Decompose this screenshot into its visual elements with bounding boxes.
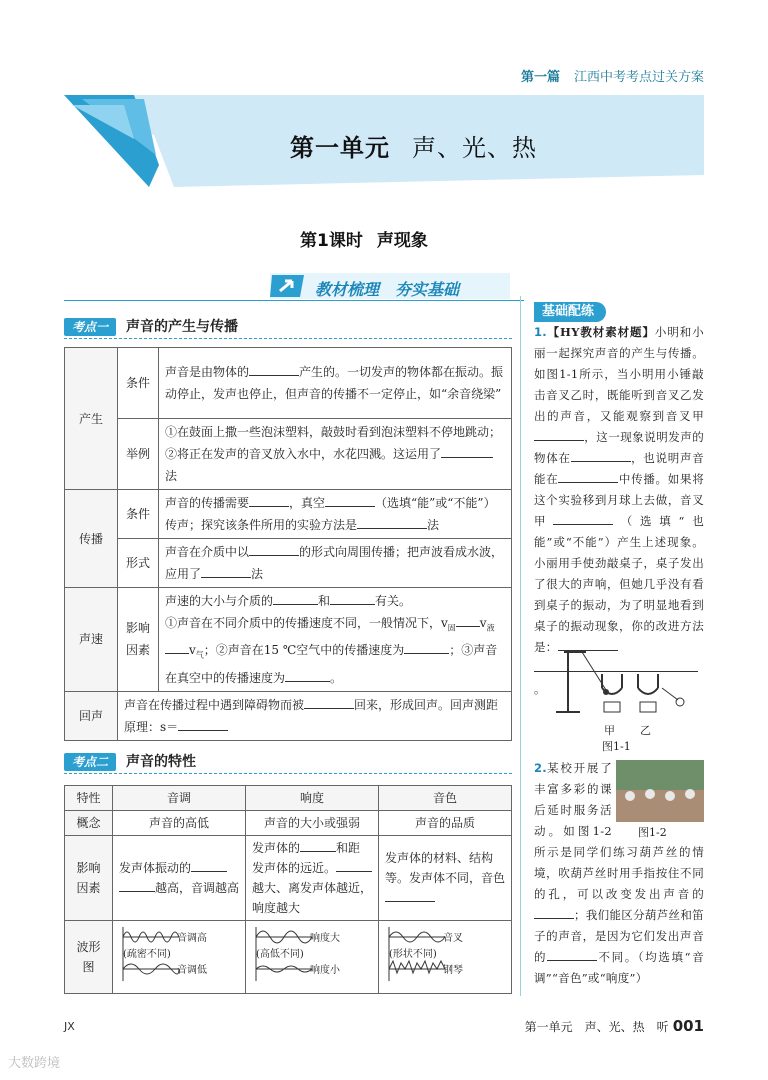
wave-label: 响度小 [310,965,340,976]
text: 法 [427,518,440,532]
figure-caption: 图1-2 [638,826,667,839]
table-row [65,811,512,836]
sub-label: 条件 [118,348,159,419]
section-label-1: 教材梳理 [315,280,380,299]
kd2-heading [64,751,196,771]
answer-blank[interactable] [325,493,375,507]
kd1-heading [64,316,238,336]
unit-title [290,128,537,163]
answer-blank[interactable] [285,668,330,682]
text: 声音的传播需要 [165,496,250,510]
text: 法 [251,567,264,581]
text: 声音是由物体的 [165,365,250,379]
cell-text [159,490,512,539]
kd2-underline [64,773,512,774]
kd2-tag: 考点二 [64,753,116,771]
cell-text [159,419,512,490]
cell-text [159,539,512,588]
float-spacer [612,758,704,842]
answer-blank[interactable] [304,695,354,709]
subscript: 气 [195,650,204,660]
unit-title-text: 第一单元 [290,134,390,162]
answer-blank[interactable] [571,448,631,462]
footer-left: JX [64,1020,75,1033]
answer-blank[interactable] [553,511,613,525]
lesson-title-text: 声现象 [376,231,428,251]
kd1-table [64,347,512,741]
cell-text [159,348,512,419]
text: 中传播。如果将这个实验移到月球上去做，音叉甲 [534,472,704,528]
wave-label: 音调高 [177,933,207,944]
table-row [65,490,512,539]
text: （选填“能”或“不能”）传声；探究该条件所用的实验方法是 [165,496,496,532]
row-label: 波形图 [65,921,113,994]
question-number: 1. [534,325,547,339]
kd2-title: 声音的特性 [126,754,197,770]
sub-label: 条件 [118,490,159,539]
figure-label: 乙 [640,724,651,737]
row-label-produce: 产生 [65,348,118,490]
practice-head: 基础配练 [534,302,606,322]
table-row [65,691,512,740]
question-2 [534,758,704,989]
wave-pitch [113,921,246,994]
text: ，真空 [289,496,326,510]
sub-label: 影响因素 [118,588,159,692]
text: 和距发声体的远近。 [252,841,361,875]
wave-label: 音调低 [177,965,207,976]
text: ；③声音在真空中的传播速度为 [165,643,498,685]
wave-label: 音叉 [443,933,463,944]
question-tag: 【HY教材素材题】 [546,325,655,339]
answer-blank[interactable] [404,640,449,654]
text: 越高，音调越高 [155,881,240,895]
answer-blank[interactable] [249,542,299,556]
col-header: 音色 [379,786,512,811]
text: ，这一现象说明发声的物体在 [534,430,704,465]
cell-text [379,836,512,921]
answer-blank[interactable] [558,469,618,483]
col-header: 响度 [246,786,379,811]
cell-text: 声音的大小或强弱 [246,811,379,836]
wave-loudness [246,921,379,994]
text: ；我们能区分葫芦丝和笛子的声音，是因为它们发出声音的 [534,908,704,964]
text: 越大、离发声体越近，响度越大 [252,881,373,915]
footer-right [525,1017,704,1035]
lesson-title [300,226,428,251]
text: 发声体的 [252,841,301,855]
table-row [65,836,512,921]
table-row [65,921,512,994]
kd1-tag: 考点一 [64,318,116,336]
figure-1-1 [546,644,696,724]
text: 某校开展了丰富多彩的课后延时服务活动。如图1-2所示是同学们练习葫芦丝的情境，吹葫芦丝时用手指按住不同的孔，可以改变发出声音的 [534,761,704,901]
table-row [65,419,512,490]
page-number: 001 [672,1017,704,1035]
wave-label: 钢琴 [443,965,463,976]
cell-text [118,691,512,740]
text: 产生的。一切发声的物体都在振动。振动停止，发声也停止，但声音的传播不一定停止，如“余音绕梁” [165,365,504,401]
row-label: 影响因素 [65,836,113,921]
cell-text: 声音的品质 [379,811,512,836]
header-series-text: 江西中考考点过关方案 [573,70,704,85]
col-header: 特性 [65,786,113,811]
section-label [315,277,459,300]
text: 和 [318,594,331,608]
kd2-table [64,785,512,994]
figure-caption: 图1-1 [602,740,631,753]
text: 有关。 [375,594,412,608]
row-label-speed: 声速 [65,588,118,692]
kd1-title: 声音的产生与传播 [126,319,239,335]
cell-text [246,836,379,921]
answer-blank[interactable] [249,493,289,507]
answer-blank[interactable] [300,838,336,852]
row-label: 概念 [65,811,113,836]
question-number: 2. [534,761,547,775]
table-row [65,588,512,692]
figure-label: 甲 [604,724,615,737]
text: 发声体的材料、结构等。发声体不同，音色 [385,851,506,885]
question-1: 1.【HY教材素材题】小明和小丽一起探究声音的产生与传播。如图1-1所示，当小明用小锤敲击音叉乙时，既能听到音叉乙发出的声音，又能观察到音叉甲，这一现象说明发声的物体在 ，也说明声音能在 中传播。如果将这个实验移到月球上去做，音叉甲 （选填“也能”或“不能”）产生上述现象。小丽用手使劲敲桌子，桌子发出了很大的声响，但她几乎没有看到桌子的振动，为了明显地看到桌子的振动现象，你的改进方法是： 。 [534,325,705,696]
cell-text: 声音的高低 [113,811,246,836]
answer-blank[interactable] [456,613,480,627]
text: 不同。（均选填“音调”“音色”或“响度”） [534,950,704,985]
table-row [65,786,512,811]
answer-blank[interactable] [273,591,318,605]
column-divider [520,296,521,996]
section-label-2: 夯实基础 [395,280,460,299]
text: 。 [330,670,343,685]
answer-blank[interactable] [336,858,372,872]
wave-label: (形状不同) [389,949,437,960]
table-row [65,539,512,588]
answer-blank[interactable] [547,947,597,961]
kd1-underline [64,338,512,339]
answer-blank[interactable] [534,905,574,919]
answer-blank[interactable] [330,591,375,605]
wave-timbre [379,921,512,994]
cell-text: 声速的大小与介质的 和 有关。 ①声音在不同介质中的传播速度不同，一般情况下，$v_固$ $v_液v_气$；②声音在15 ℃空气中的传播速度为 ；③声音在真空中的传播速度为 。 [159,588,512,692]
answer-blank[interactable] [357,515,427,529]
text: 声音在传播过程中遇到障碍物而被 [124,697,305,712]
table-row [65,348,512,419]
text: ①在鼓面上撒一些泡沫塑料，敲鼓时看到泡沫塑料不停地跳动；②将正在发声的音叉放入水中，水花四溅。这运用了 [165,425,502,461]
answer-blank[interactable] [191,858,227,872]
wave-label: (高低不同) [256,949,304,960]
text: （选填“也能”或“不能”）产生上述现象。小丽用手使劲敲桌子，桌子发出了很大的声响，但她几乎没有看到桌子的振动，为了明显地看到桌子的振动现象，你的改进方法是： [534,514,704,654]
text: 法 [165,469,178,483]
answer-blank[interactable] [249,362,299,376]
col-header: 音调 [113,786,246,811]
lesson-number: 第1课时 [300,231,363,251]
row-label-propagate: 传播 [65,490,118,588]
sub-label: 形式 [118,539,159,588]
row-label-echo: 回声 [65,691,118,740]
answer-blank[interactable] [201,564,251,578]
answer-blank[interactable] [441,444,493,458]
text: ；②声音在15 ℃空气中的传播速度为 [203,643,405,658]
text: 小明和小丽一起探究声音的产生与传播。如图1-1所示，当小明用小锤敲击音叉乙时，既能听到音叉乙发出的声音，又能观察到音叉甲 [534,325,705,423]
unit-subtitle: 声、光、热 [412,134,537,162]
sub-label: 举例 [118,419,159,490]
watermark: 大数跨境 [8,1056,61,1071]
answer-blank[interactable] [178,717,228,731]
subscript: 液 [486,623,495,633]
text: 声速的大小与介质的 [165,594,274,608]
subscript: 固 [447,623,456,633]
text: ①声音在不同介质中的传播速度不同，一般情况下，v [165,616,448,630]
text: 的形式向周围传播；把声波看成水波，应用了 [165,545,504,581]
footer-unit: 第一单元 声、光、热 听 [524,1020,669,1034]
section-divider [64,300,524,301]
text: 声音在介质中以 [165,545,250,559]
text: 回来，形成回声。回声测距原理：s＝ [124,697,499,734]
text: 发声体振动的 [119,861,192,875]
answer-blank[interactable] [165,640,189,654]
wave-label: 响度大 [310,933,340,944]
cell-text [113,836,246,921]
wave-label: (疏密不同) [123,949,171,960]
header-series [521,66,704,85]
answer-blank[interactable] [119,878,155,892]
answer-blank[interactable] [534,427,584,441]
answer-blank[interactable] [385,888,435,902]
header-part: 第一篇 [520,70,560,85]
text: ，也说明声音能在 [534,451,704,486]
